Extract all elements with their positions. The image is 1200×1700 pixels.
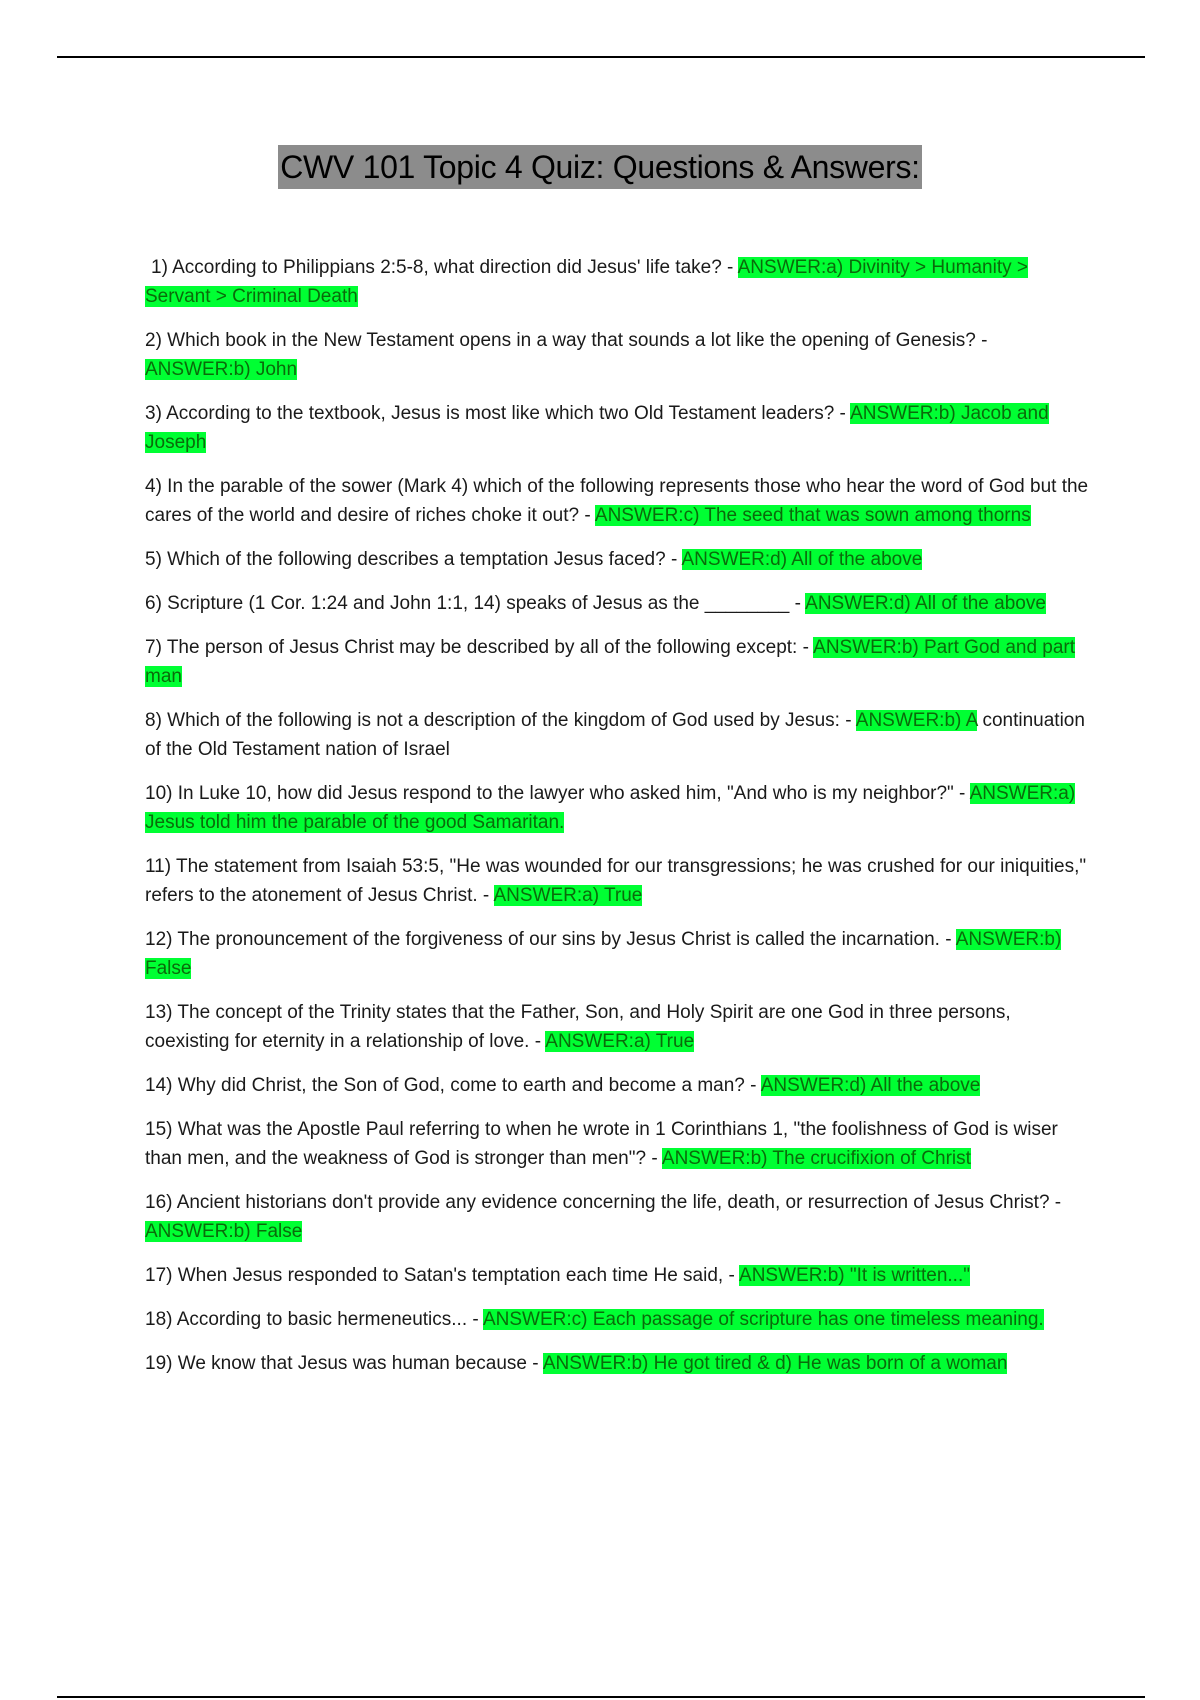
answer-text: ANSWER:b) The crucifixion of Christ [661,1148,971,1169]
qa-item-3 [145,399,1090,457]
qa-item-2 [145,326,1090,384]
question-continuation: continuation of the Old Testament nation of Israel [145,710,1085,760]
answer-text: ANSWER:d) All of the above [681,549,923,570]
answer-text: ANSWER:a) True [493,885,643,906]
answer-text: ANSWER:b) "It is written..." [739,1265,970,1286]
answer-text: ANSWER:b) Part God and part man [145,637,1076,687]
qa-item-10 [145,779,1090,837]
question-text: 2) Which book in the New Testament opens in a way that sounds a lot like the opening of Genesis? - [145,330,988,351]
qa-item-14 [145,1071,1090,1100]
question-text: 12) The pronouncement of the forgiveness of our sins by Jesus Christ is called the incarnation. - [145,929,956,950]
qa-item-18 [145,1305,1090,1334]
question-text: 14) Why did Christ, the Son of God, come to earth and become a man? - [145,1075,761,1096]
answer-text: ANSWER:b) False [145,1221,303,1242]
question-text: 10) In Luke 10, how did Jesus respond to the lawyer who asked him, "And who is my neighbor?" - [145,783,970,804]
qa-item-1 [145,253,1090,311]
question-text: 4) In the parable of the sower (Mark 4) which of the following represents those who hear the word of God but the cares of the world and desire of riches choke it out? - [145,476,1089,526]
qa-item-7 [145,633,1090,691]
title-container [0,145,1200,189]
qa-item-17 [145,1261,1090,1290]
qa-item-13 [145,998,1090,1056]
answer-text: ANSWER:c) The seed that was sown among thorns [594,505,1031,526]
answer-text: ANSWER:b) Jacob and Joseph [145,403,1049,453]
top-rule [57,56,1145,58]
qa-item-15 [145,1115,1090,1173]
answer-text: ANSWER:b) John [145,359,298,380]
qa-item-12 [145,925,1090,983]
qa-item-19 [145,1349,1090,1378]
answer-text: ANSWER:b) False [145,929,1062,979]
bottom-rule [57,1696,1145,1698]
answer-text: ANSWER:a) Jesus told him the parable of the good Samaritan. [145,783,1076,833]
question-text: 13) The concept of the Trinity states that the Father, Son, and Holy Spirit are one God in three persons, coexisting for eternity in a relationship of love. - [145,1002,1011,1052]
qa-item-11 [145,852,1090,910]
answer-text: ANSWER:a) True [545,1031,695,1052]
qa-item-5 [145,545,1090,574]
question-text: 8) Which of the following is not a description of the kingdom of God used by Jesus: - [145,710,856,731]
question-text: 16) Ancient historians don't provide any evidence concerning the life, death, or resurrection of Jesus Christ? - [145,1192,1062,1213]
answer-text: ANSWER:b) He got tired & d) He was born of a woman [542,1353,1008,1374]
qa-list [145,253,1090,1393]
answer-text: ANSWER:d) All of the above [805,593,1046,614]
question-text: 3) According to the textbook, Jesus is most like which two Old Testament leaders? - [145,403,851,424]
answer-text: ANSWER:a) Divinity > Humanity > Servant > Criminal Death [145,257,1028,307]
answer-text: ANSWER:d) All the above [760,1075,981,1096]
question-text: 17) When Jesus responded to Satan's temptation each time He said, - [145,1265,740,1286]
question-text: 1) According to Philippians 2:5-8, what direction did Jesus' life take? - [151,257,738,278]
answer-text: ANSWER:c) Each passage of scripture has one timeless meaning. [482,1309,1044,1330]
question-text: 11) The statement from Isaiah 53:5, "He was wounded for our transgressions; he was crushed for our iniquities," refers to the atonement of Jesus Christ. - [145,856,1087,906]
question-text: 19) We know that Jesus was human because - [145,1353,543,1374]
question-text: 7) The person of Jesus Christ may be described by all of the following except: - [145,637,814,658]
qa-item-8 [145,706,1090,764]
question-text: 5) Which of the following describes a temptation Jesus faced? - [145,549,682,570]
answer-text: ANSWER:b) A [855,710,978,731]
qa-item-6 [145,589,1090,618]
qa-item-16 [145,1188,1090,1246]
qa-item-4 [145,472,1090,530]
question-text: 18) According to basic hermeneutics... - [145,1309,483,1330]
page-title: CWV 101 Topic 4 Quiz: Questions & Answers: [278,145,922,189]
question-text: 15) What was the Apostle Paul referring to when he wrote in 1 Corinthians 1, "the foolishness of God is wiser than men, and the weakness of God is stronger than men"? - [145,1119,1058,1169]
question-text: 6) Scripture (1 Cor. 1:24 and John 1:1, 14) speaks of Jesus as the ________ - [145,593,806,614]
